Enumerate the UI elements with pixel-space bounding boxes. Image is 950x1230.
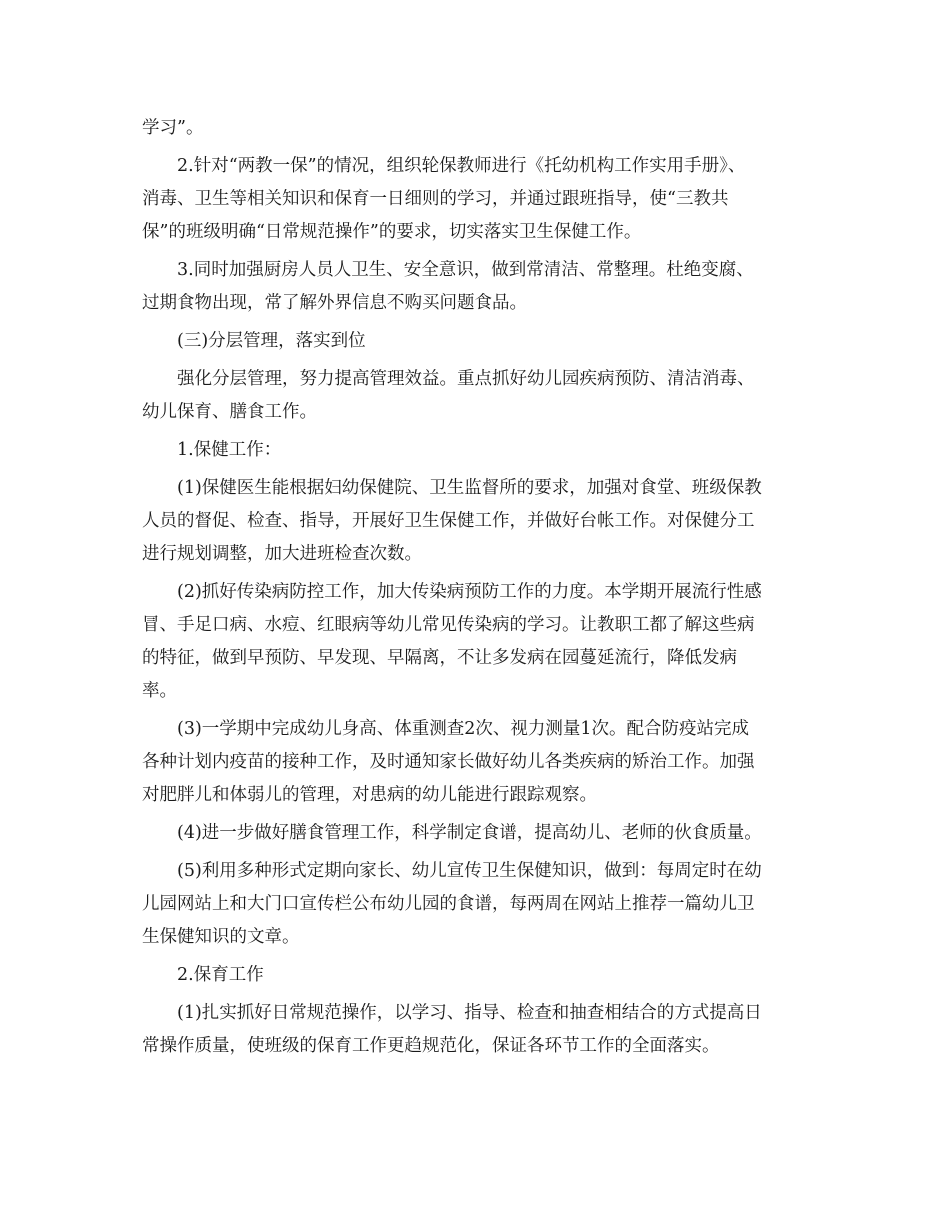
paragraph-kitchen-hygiene: 3.同时加强厨房人员人卫生、安全意识，做到常清洁、常整理。杜绝变腐、 过期食物出现，常了解外界信息不购买问题食品。 [142, 260, 754, 313]
list-item-health-2: (2)抓好传染病防控工作，加大传染病预防工作的力度。本学期开展流行性感 冒、手足口病、水痘、红眼病等幼儿常见传染病的学习。让教职工都了解这些病 的特征，做到早预防、早发现、早隔离，不让多发病在园蔓延流行，降低发病 率。 [142, 582, 762, 701]
paragraph-two-teach-one-care: 2.针对“两教一保”的情况，组织轮保教师进行《托幼机构工作实用手册》、 消毒、卫生等相关知识和保育一日细则的学习，并通过跟班指导，使“三教共 保”的班级明确“日常规范操作”的要求，切实落实卫生保健工作。 [142, 156, 746, 242]
subheading-health-work: 1.保健工作： [177, 440, 282, 460]
paragraph-management-efficiency: 强化分层管理，努力提高管理效益。重点抓好幼儿园疾病预防、清洁消毒、 幼儿保育、膳食工作。 [142, 369, 755, 422]
section-heading-layered-management: (三)分层管理，落实到位 [177, 331, 366, 351]
list-item-health-3: (3)一学期中完成幼儿身高、体重测查2次、视力测量1次。配合防疫站完成 各种计划内疫苗的接种工作，及时通知家长做好幼儿各类疾病的矫治工作。加强 对肥胖儿和体弱儿的管理，对患病的幼儿能进行跟踪观察。 [142, 719, 755, 805]
subheading-care-work: 2.保育工作 [177, 965, 264, 985]
list-item-care-1: (1)扎实抓好日常规范操作，以学习、指导、检查和抽查相结合的方式提高日 常操作质量，使班级的保育工作更趋规范化，保证各环节工作的全面落实。 [142, 1003, 762, 1056]
paragraph-continuation: 学习”。 [142, 118, 204, 138]
list-item-health-5: (5)利用多种形式定期向家长、幼儿宣传卫生保健知识，做到：每周定时在幼 儿园网站上和大门口宣传栏公布幼儿园的食谱，每两周在网站上推荐一篇幼儿卫 生保健知识的文章。 [142, 861, 762, 947]
list-item-health-1: (1)保健医生能根据妇幼保健院、卫生监督所的要求，加强对食堂、班级保教 人员的督促、检查、指导，开展好卫生保健工作，并做好台帐工作。对保健分工 进行规划调整，加大进班检查次数。 [142, 478, 762, 564]
document-page [142, 112, 808, 1068]
list-item-health-4: (4)进一步做好膳食管理工作，科学制定食谱，提高幼儿、老师的伙食质量。 [177, 823, 762, 843]
